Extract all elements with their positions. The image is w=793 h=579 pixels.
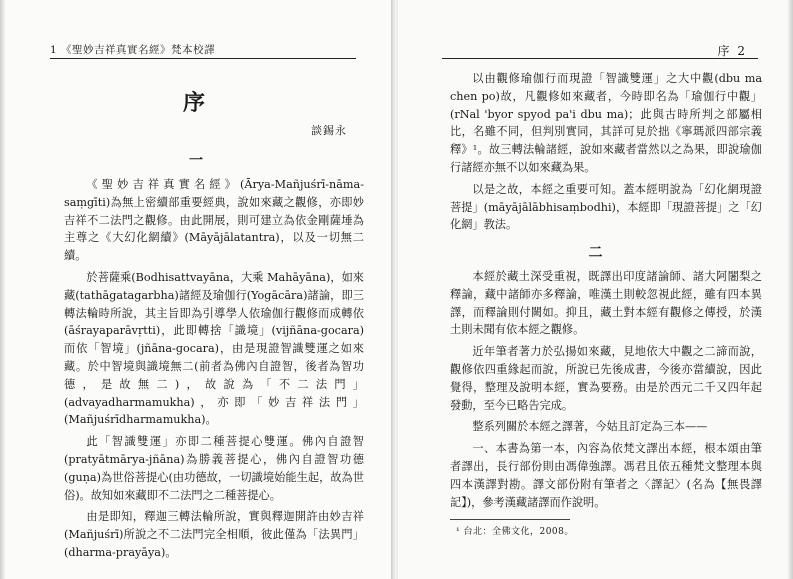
- page-title: 序: [182, 90, 209, 116]
- left-paragraph-1: 《聖妙吉祥真實名經》(Ārya-Mañjuśrī-nāma-saṃgīti)為無上密續部重要經典，說如來藏之觀修，亦即妙吉祥不二法門之觀修。由此開展，則可建立為依金剛薩埵為主尊之《大幻化網續》(Māyājālatantra)，以及一切無二續。: [64, 178, 364, 263]
- right-header-rule: [442, 58, 758, 59]
- footnote-rule: [450, 519, 570, 520]
- left-page: [0, 0, 392, 579]
- right-page-edge: [787, 0, 793, 579]
- right-running-head: 序 2: [717, 44, 747, 58]
- author-name: 談錫永: [311, 124, 347, 137]
- left-header-rule: [50, 58, 356, 59]
- right-paragraph-6: 一、本書為第一本，內容為依梵文譯出本經，根本頌由筆者譯出，長行部份則由馮偉強譯。馮君且依五種梵文整理本與四本漢譯對勘。譯文部份附有筆者之〈譯記〉(名為【無畏譯記】)，參考漢藏諸譯而作說明。: [450, 442, 762, 509]
- footnote: ¹ 台北：全佛文化，2008。: [456, 527, 574, 537]
- right-paragraph-2: 以是之故，本經之重要可知。蓋本經明說為「幻化網現證菩提」(māyājālābhisaṃbodhi)，本經即「現證菩提」之「幻化網」教法。: [450, 182, 762, 232]
- right-page: [398, 0, 793, 579]
- section-mark-two: 二: [588, 245, 603, 261]
- right-top-text: [450, 70, 762, 238]
- left-body-text: [64, 176, 364, 566]
- right-paragraph-5: 整系列關於本經之譯著，今姑且訂定為三本——: [472, 420, 708, 434]
- right-bottom-text: [450, 268, 762, 515]
- left-paragraph-3: 此「智識雙運」亦即二種菩提心雙運。佛內自證智(pratyātmārya-jñāna)為勝義菩提心，佛內自證智功德(guṇa)為世俗菩提心(由功德故，一切識境始能生起，故為世俗)。故知如來藏即不二法門之二種菩提心。: [64, 435, 364, 502]
- right-paragraph-1: 以由觀修瑜伽行而現證「智識雙運」之大中觀(dbu ma chen po)故，凡觀修如來藏者，今時即名為「瑜伽行中觀」(rNal 'byor spyod pa'i dbu ma)；此與古時所判之部屬相比，名雖不同，但判別實同，其詳可見於拙《寧瑪派四部宗義釋》¹。故三轉法輪諸經，說如來藏者當然以之為果，即說瑜伽行諸經亦無不以如來藏為果。: [450, 72, 762, 174]
- left-running-head: 1 《聖妙吉祥真實名經》梵本校譯: [50, 44, 216, 56]
- right-paragraph-4: 近年筆者著力於弘揚如來藏，見地依大中觀之二諦而說，觀修依四重緣起而說，所說已先後成書，今後亦當續說，因此覺得，整理及說明本經，實為要務。由是於西元二千又四年起發動，至今已略告完成。: [450, 345, 762, 412]
- section-mark-one: 一: [189, 153, 203, 169]
- left-paragraph-2: 於菩薩乘(Bodhisattvayāna，大乘 Mahāyāna)，如來藏(tathāgatagarbha)諸經及瑜伽行(Yogācāra)諸論，即三轉法輪時所說，其主旨即為引導學人依瑜伽行觀修而成轉依(āśrayaparāvṛtti)，此即轉捨「識境」(vijñāna-gocara)而依「智境」(jñāna-gocara)，由是現證智識雙運之如來藏。於中智境與識境無二(前者為佛內自證智，後者為智功德，是故無二)，故說為「不二法門」(advayadharmamukha)，亦即「妙吉祥法門」(Mañjuśrīdharmamukha)。: [64, 270, 364, 427]
- left-paragraph-4: 由是即知，釋迦三轉法輪所說，實與釋迦開許由妙吉祥(Mañjuśrī)所說之不二法門完全相順，彼此僅為「法異門」(dharma-prayāya)。: [64, 510, 364, 559]
- right-paragraph-3: 本經於藏土深受重視，既譯出印度諸論師、諸大阿闍梨之釋論，藏中諸師亦多釋論，唯漢土則較忽視此經，雖有四本異譯，而釋論則付闕如。抑且，藏土對本經有觀修之傳授，於漢土則未聞有依本經之觀修。: [450, 270, 762, 337]
